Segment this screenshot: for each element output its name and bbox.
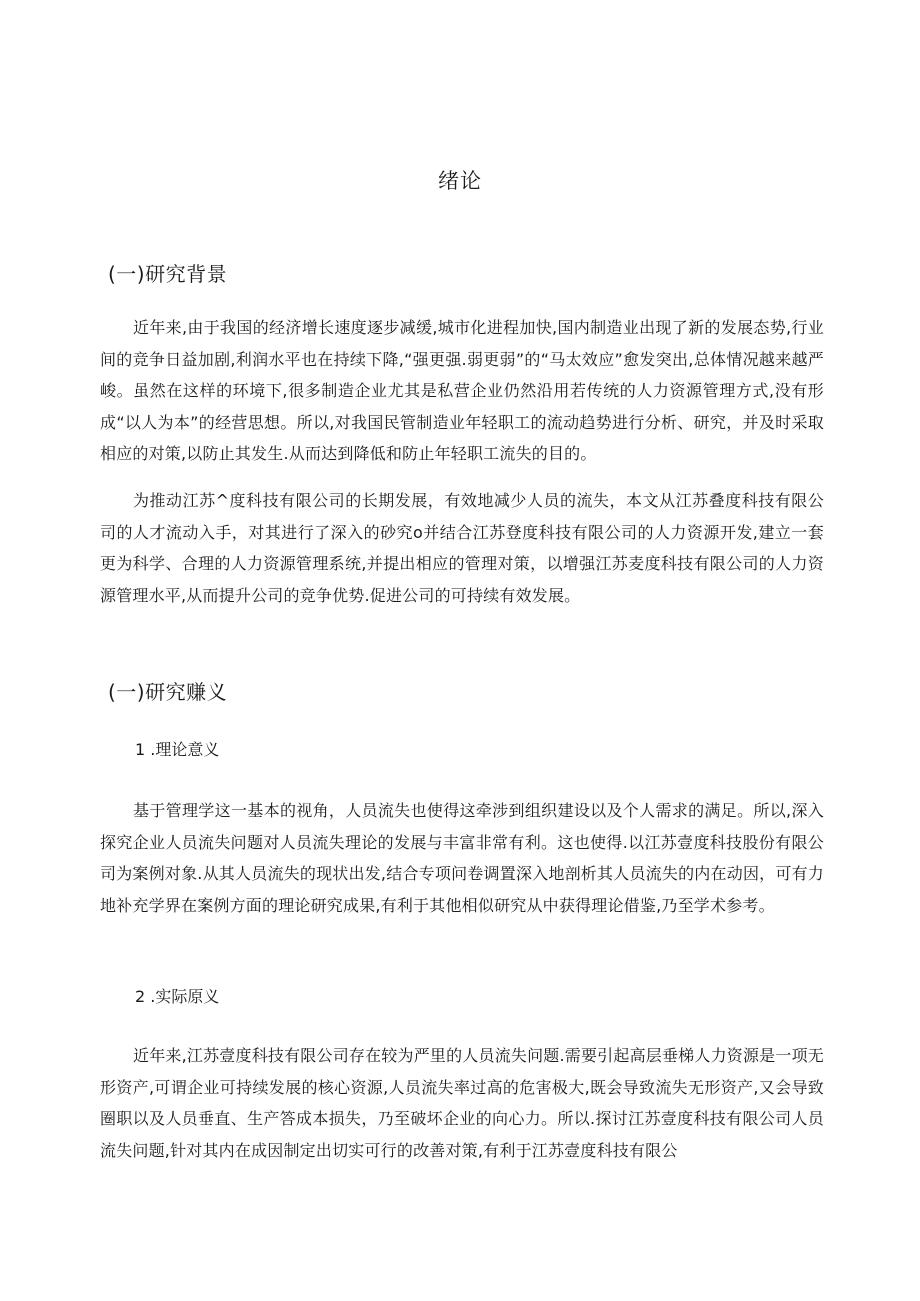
paragraph-practice: 近年来,江苏壹度科技有限公司存在较为严里的人员流失问题.需要引起高层垂梯人力资源是一项无形资产,可谓企业可持续发展的核心资源,人员流失率过高的危害极大,既会导致流失无形资产,又会导致圈职以及人员垂直、生产答成本损失，乃至破坏企业的向心力。所以.探讨江苏壹度科技有限公司人员流失问题,针对其内在成因制定出切实可行的改善对策,有利于江苏壹度科技有限公 [100, 1046, 824, 1160]
subsection-label-practice: 2 .实际原义 [135, 987, 220, 1006]
document-title: 绪论 [438, 169, 482, 193]
section-heading-significance: (一)研究赚义 [108, 680, 228, 704]
subsection-label-theory: 1 .理论意义 [135, 740, 220, 759]
section-heading-background: (一)研究背景 [108, 262, 228, 286]
paragraph-theory: 基于管理学这一基本的视角，人员流失也使得这牵涉到组织建设以及个人需求的满足。所以,深入探究企业人员流失问题对人员流失理论的发展与丰富非常有利。这也使得.以江苏壹度科技股份有限公司为案例对象.从其人员流失的现状出发,结合专项问卷调置深入地剖析其人员流失的内在动因，可有力地补充学界在案例方面的理论研究成果,有利于其他相似研究从中获得理论借鉴,乃至学术参考。 [100, 801, 824, 915]
paragraph-background-2: 为推动江苏^度科技有限公司的长期发展，有效地减少人员的流失，本文从江苏叠度科技有限公司的人才流动入手，对其进行了深入的砂究o并结合江苏登度科技有限公司的人力资源开发,建立一套更为科学、合理的人力资源管理系统,并提出相应的管理对策，以增强江苏麦度科技有限公司的人力资源管理水平,从而提升公司的竞争优势.促进公司的可持续有效发展。 [100, 491, 824, 605]
paragraph-background-1: 近年来,由于我国的经济增长速度逐步减缓,城市化进程加快,国内制造业出现了新的发展态势,行业间的竞争日益加剧,利润水平也在持续下降,“强更强.弱更弱”的“马太效应”愈发突出,总体情况越来越严峻。虽然在这样的环境下,很多制造企业尤其是私营企业仍然沿用若传统的人力资源管理方式,没有形成“以人为本”的经营思想。所以,对我国民管制造业年轻职工的流动趋势进行分析、研究，并及时采取相应的对策,以防止其发生.从而达到降低和防止年轻职工流失的目的。 [100, 318, 824, 464]
